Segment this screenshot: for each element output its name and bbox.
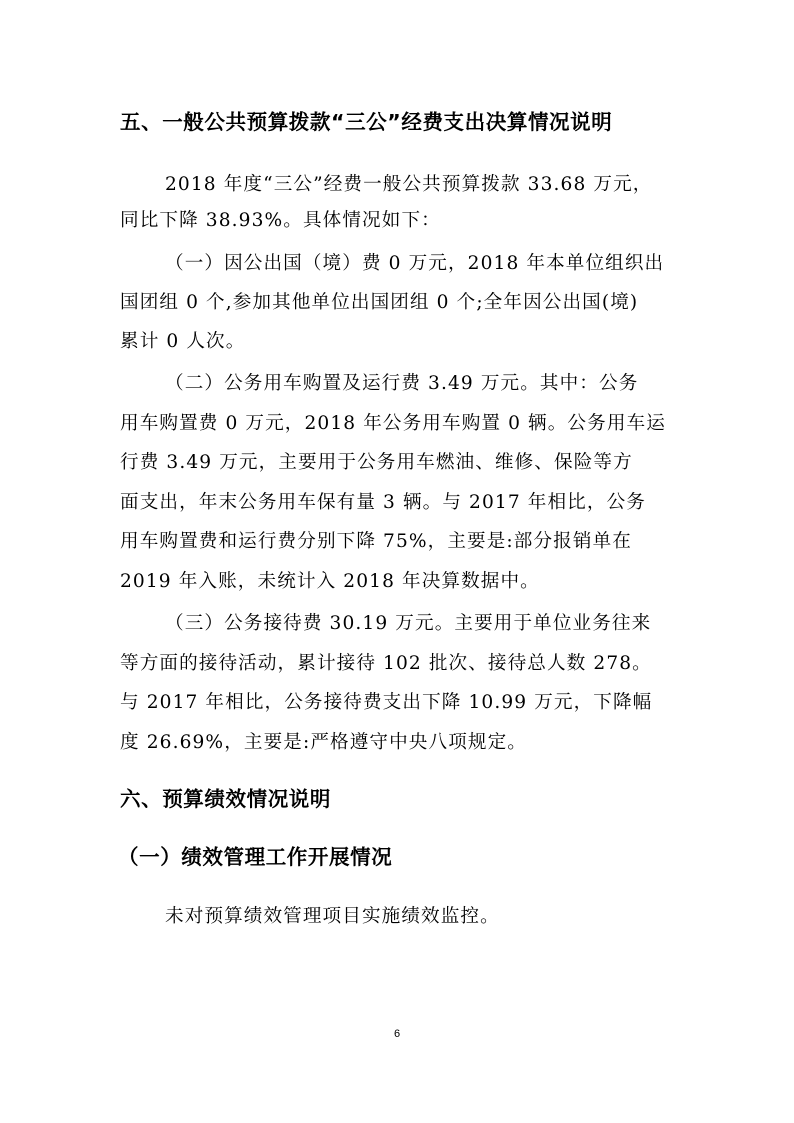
item2-line-3: 行费 3.49 万元，主要用于公务用车燃油、维修、保险等方 (120, 452, 633, 473)
item1-line-2: 国团组 0 个,参加其他单位出国团组 0 个;全年因公出国(境) (120, 292, 639, 313)
item2-line-1: （二）公务用车购置及运行费 3.49 万元。其中：公务 (165, 373, 639, 394)
item2-line-5: 用车购置费和运行费分别下降 75%，主要是:部分报销单在 (120, 531, 632, 552)
intro-line-2: 同比下降 38.93%。具体情况如下： (120, 210, 441, 231)
item1-line-1: （一）因公出国（境）费 0 万元，2018 年本单位组织出 (165, 253, 665, 274)
item1-line-3: 累计 0 人次。 (120, 331, 246, 352)
item3-line-4: 度 26.69%，主要是:严格遵守中央八项规定。 (120, 732, 527, 753)
item2-line-2: 用车购置费 0 万元，2018 年公务用车购置 0 辆。公务用车运 (120, 413, 666, 434)
intro-line-1: 2018 年度“三公”经费一般公共预算拨款 33.68 万元， (165, 174, 653, 195)
item3-line-3: 与 2017 年相比，公务接待费支出下降 10.99 万元，下降幅 (120, 692, 653, 713)
item2-line-4: 面支出，年末公务用车保有量 3 辆。与 2017 年相比，公务 (120, 492, 646, 513)
section-5-heading: 五、一般公共预算拨款“三公”经费支出决算情况说明 (120, 110, 613, 134)
item3-line-1: （三）公务接待费 30.19 万元。主要用于单位业务往来 (165, 613, 652, 634)
section-6-heading: 六、预算绩效情况说明 (120, 787, 331, 811)
page-number: 6 (393, 1028, 401, 1040)
subsection-text: 未对预算绩效管理项目实施绩效监控。 (165, 906, 500, 927)
item2-line-6: 2019 年入账，未统计入 2018 年决算数据中。 (120, 571, 540, 592)
subsection-heading: （一）绩效管理工作开展情况 (118, 845, 393, 869)
item3-line-2: 等方面的接待活动，累计接待 102 批次、接待总人数 278。 (120, 653, 652, 674)
